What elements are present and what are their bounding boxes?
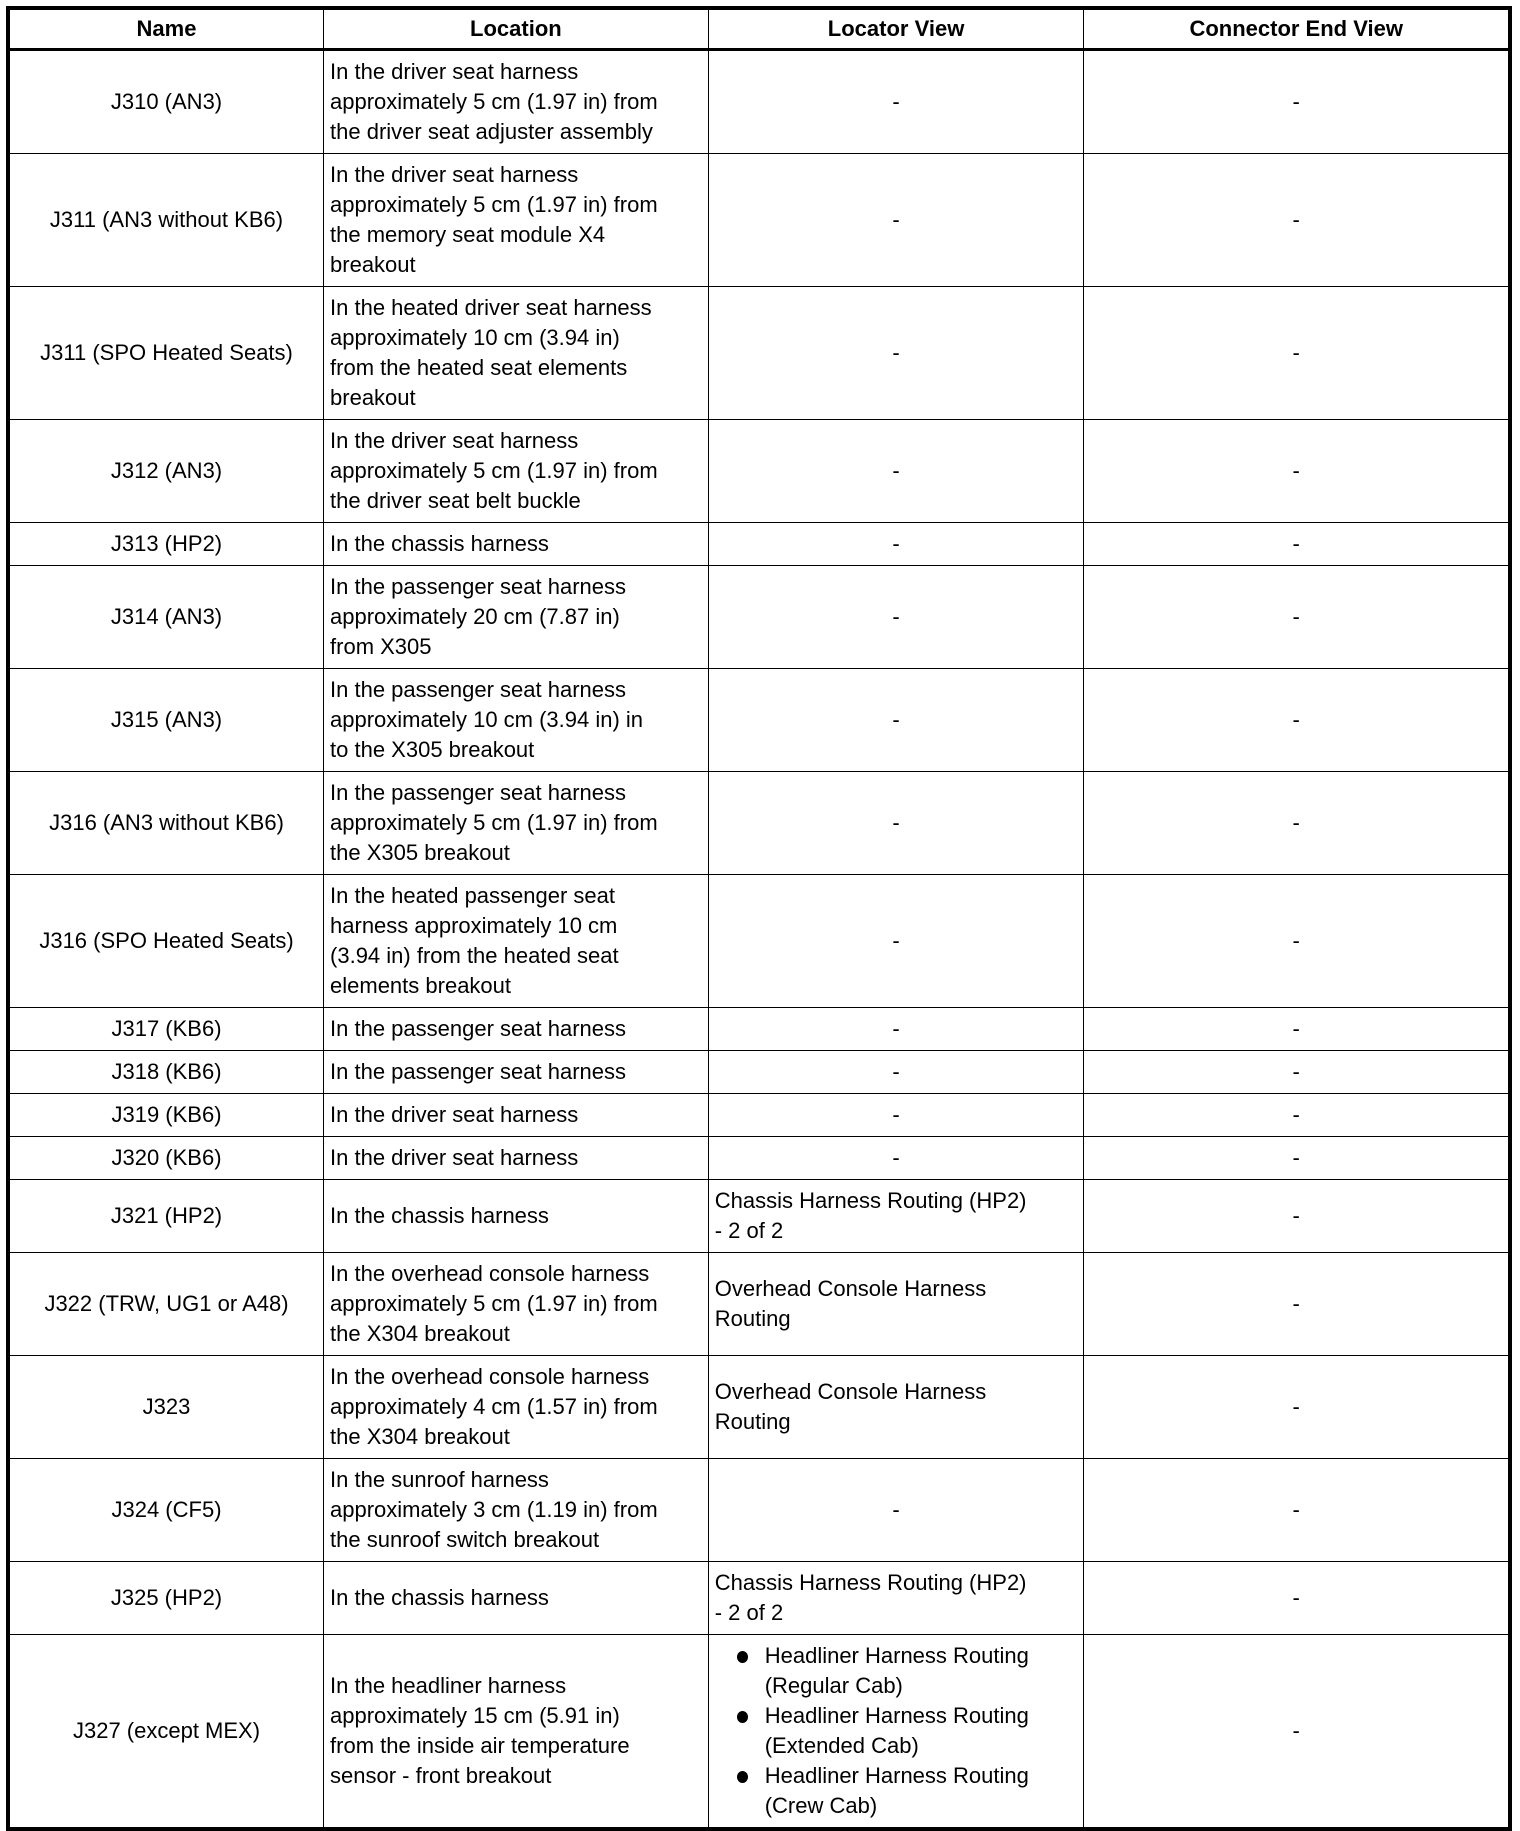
cell-name: J322 (TRW, UG1 or A48): [8, 1253, 324, 1356]
location-line: approximately 5 cm (1.97 in) from: [330, 810, 658, 835]
cell-name: J313 (HP2): [8, 523, 324, 566]
location-line: approximately 5 cm (1.97 in) from: [330, 1291, 658, 1316]
location-line: In the driver seat harness: [330, 162, 579, 187]
cell-locator-view: [708, 566, 1084, 669]
location-line: approximately 5 cm (1.97 in) from: [330, 458, 658, 483]
cell-location: [324, 1356, 709, 1459]
cell-connector-end-view: -: [1084, 50, 1510, 154]
location-line: In the passenger seat harness: [330, 780, 626, 805]
location-line: harness approximately 10 cm: [330, 913, 618, 938]
cell-connector-end-view: -: [1084, 1180, 1510, 1253]
locator-line: -: [892, 207, 900, 232]
table-row: [8, 1253, 1510, 1356]
cell-name: J310 (AN3): [8, 50, 324, 154]
location-line: approximately 10 cm (3.94 in): [330, 325, 620, 350]
locator-line: Headliner Harness Routing: [764, 1643, 1029, 1668]
locator-line: Chassis Harness Routing (HP2): [714, 1570, 1027, 1595]
cell-locator-view: [708, 1137, 1084, 1180]
locator-line: -: [892, 707, 900, 732]
cell-connector-end-view: -: [1084, 772, 1510, 875]
locator-line: -: [892, 928, 900, 953]
location-line: from the heated seat elements: [330, 355, 628, 380]
cell-connector-end-view: -: [1084, 1137, 1510, 1180]
location-line: In the passenger seat harness: [330, 574, 626, 599]
cell-locator-view: [708, 154, 1084, 287]
location-line: the X304 breakout: [330, 1321, 510, 1346]
table-row: [8, 669, 1510, 772]
location-line: In the chassis harness: [330, 1585, 549, 1610]
header-row: [8, 8, 1510, 50]
location-line: the sunroof switch breakout: [330, 1527, 600, 1552]
locator-line: -: [892, 1102, 900, 1127]
cell-connector-end-view: -: [1084, 1051, 1510, 1094]
location-line: approximately 4 cm (1.57 in) from: [330, 1394, 658, 1419]
cell-location: [324, 1562, 709, 1635]
cell-name: J318 (KB6): [8, 1051, 324, 1094]
location-line: In the driver seat harness: [330, 1102, 579, 1127]
connector-table: [6, 6, 1512, 1831]
location-line: In the headliner harness: [330, 1673, 567, 1698]
cell-location: [324, 772, 709, 875]
location-line: approximately 10 cm (3.94 in) in: [330, 707, 644, 732]
table-row: [8, 1356, 1510, 1459]
locator-line: -: [892, 340, 900, 365]
location-line: In the driver seat harness: [330, 428, 579, 453]
locator-list-item: [715, 1761, 1078, 1821]
cell-location: [324, 1253, 709, 1356]
locator-line: -: [892, 1497, 900, 1522]
location-line: from X305: [330, 634, 432, 659]
cell-connector-end-view: -: [1084, 420, 1510, 523]
table-row: [8, 287, 1510, 420]
cell-locator-view: [708, 1253, 1084, 1356]
location-line: In the heated passenger seat: [330, 883, 616, 908]
cell-location: [324, 1180, 709, 1253]
locator-line: (Crew Cab): [764, 1793, 878, 1818]
cell-location: [324, 154, 709, 287]
location-line: from the inside air temperature: [330, 1733, 630, 1758]
location-line: In the sunroof harness: [330, 1467, 549, 1492]
cell-name: J314 (AN3): [8, 566, 324, 669]
cell-name: J316 (SPO Heated Seats): [8, 875, 324, 1008]
table-row: [8, 1635, 1510, 1830]
cell-locator-view: [708, 50, 1084, 154]
location-line: In the overhead console harness: [330, 1261, 650, 1286]
table-row: [8, 1562, 1510, 1635]
table-row: [8, 154, 1510, 287]
header-name: Name: [8, 8, 324, 50]
locator-line: -: [892, 458, 900, 483]
table-row: [8, 1094, 1510, 1137]
locator-line: - 2 of 2: [714, 1600, 784, 1625]
cell-name: J325 (HP2): [8, 1562, 324, 1635]
locator-line: Overhead Console Harness: [714, 1276, 987, 1301]
table-row: [8, 875, 1510, 1008]
cell-location: [324, 1094, 709, 1137]
location-line: the X304 breakout: [330, 1424, 510, 1449]
cell-connector-end-view: -: [1084, 1008, 1510, 1051]
cell-connector-end-view: -: [1084, 1635, 1510, 1830]
table-row: [8, 566, 1510, 669]
locator-line: Headliner Harness Routing: [764, 1763, 1029, 1788]
cell-connector-end-view: -: [1084, 154, 1510, 287]
cell-connector-end-view: -: [1084, 1459, 1510, 1562]
cell-locator-view: [708, 1180, 1084, 1253]
locator-line: -: [892, 1145, 900, 1170]
cell-locator-view: [708, 420, 1084, 523]
location-line: approximately 5 cm (1.97 in) from: [330, 89, 658, 114]
locator-line: -: [892, 1059, 900, 1084]
cell-name: J316 (AN3 without KB6): [8, 772, 324, 875]
location-line: In the passenger seat harness: [330, 1016, 626, 1041]
cell-name: J317 (KB6): [8, 1008, 324, 1051]
location-line: approximately 3 cm (1.19 in) from: [330, 1497, 658, 1522]
locator-line: -: [892, 604, 900, 629]
locator-line: (Regular Cab): [764, 1673, 903, 1698]
cell-locator-view: [708, 1008, 1084, 1051]
location-line: In the heated driver seat harness: [330, 295, 652, 320]
location-line: In the passenger seat harness: [330, 677, 626, 702]
cell-name: J324 (CF5): [8, 1459, 324, 1562]
cell-location: [324, 875, 709, 1008]
cell-locator-view: [708, 1094, 1084, 1137]
cell-location: [324, 1635, 709, 1830]
cell-locator-view: [708, 772, 1084, 875]
table-row: [8, 1459, 1510, 1562]
cell-name: J321 (HP2): [8, 1180, 324, 1253]
location-line: elements breakout: [330, 973, 512, 998]
cell-connector-end-view: -: [1084, 875, 1510, 1008]
cell-connector-end-view: -: [1084, 523, 1510, 566]
cell-name: J323: [8, 1356, 324, 1459]
location-line: breakout: [330, 252, 416, 277]
cell-name: J311 (SPO Heated Seats): [8, 287, 324, 420]
cell-locator-view: [708, 1051, 1084, 1094]
location-line: the X305 breakout: [330, 840, 510, 865]
location-line: In the driver seat harness: [330, 1145, 579, 1170]
cell-locator-view: [708, 1459, 1084, 1562]
location-line: the driver seat belt buckle: [330, 488, 581, 513]
cell-locator-view: [708, 1635, 1084, 1830]
locator-list: [715, 1641, 1078, 1821]
cell-location: [324, 420, 709, 523]
cell-connector-end-view: -: [1084, 669, 1510, 772]
cell-location: [324, 1008, 709, 1051]
table-row: [8, 523, 1510, 566]
location-line: approximately 15 cm (5.91 in): [330, 1703, 620, 1728]
table-row: [8, 50, 1510, 154]
cell-connector-end-view: -: [1084, 287, 1510, 420]
locator-line: Routing: [714, 1306, 791, 1331]
bullet-icon: [737, 1771, 748, 1783]
location-line: the driver seat adjuster assembly: [330, 119, 653, 144]
cell-name: J315 (AN3): [8, 669, 324, 772]
cell-locator-view: [708, 1562, 1084, 1635]
location-line: breakout: [330, 385, 416, 410]
location-line: sensor - front breakout: [330, 1763, 552, 1788]
locator-line: (Extended Cab): [764, 1733, 919, 1758]
cell-location: [324, 566, 709, 669]
cell-locator-view: [708, 669, 1084, 772]
header-location: Location: [324, 8, 709, 50]
location-line: In the passenger seat harness: [330, 1059, 626, 1084]
cell-location: [324, 523, 709, 566]
location-line: to the X305 breakout: [330, 737, 535, 762]
cell-connector-end-view: -: [1084, 566, 1510, 669]
locator-line: Routing: [714, 1409, 791, 1434]
locator-line: -: [892, 810, 900, 835]
locator-line: - 2 of 2: [714, 1218, 784, 1243]
locator-line: -: [892, 1016, 900, 1041]
locator-line: -: [892, 531, 900, 556]
table-row: [8, 1137, 1510, 1180]
location-line: approximately 20 cm (7.87 in): [330, 604, 620, 629]
location-line: (3.94 in) from the heated seat: [330, 943, 619, 968]
cell-name: J320 (KB6): [8, 1137, 324, 1180]
locator-line: Headliner Harness Routing: [764, 1703, 1029, 1728]
location-line: approximately 5 cm (1.97 in) from: [330, 192, 658, 217]
table-row: [8, 1180, 1510, 1253]
cell-location: [324, 1137, 709, 1180]
cell-locator-view: [708, 875, 1084, 1008]
cell-name: J312 (AN3): [8, 420, 324, 523]
locator-list-item: [715, 1701, 1078, 1761]
location-line: In the overhead console harness: [330, 1364, 650, 1389]
cell-locator-view: [708, 287, 1084, 420]
cell-name: J319 (KB6): [8, 1094, 324, 1137]
location-line: In the chassis harness: [330, 1203, 549, 1228]
table-row: [8, 1051, 1510, 1094]
cell-locator-view: [708, 1356, 1084, 1459]
location-line: In the chassis harness: [330, 531, 549, 556]
cell-location: [324, 669, 709, 772]
location-line: In the driver seat harness: [330, 59, 579, 84]
table-row: [8, 420, 1510, 523]
cell-locator-view: [708, 523, 1084, 566]
cell-location: [324, 1459, 709, 1562]
cell-location: [324, 287, 709, 420]
header-connector-end-view: Connector End View: [1084, 8, 1510, 50]
cell-location: [324, 1051, 709, 1094]
cell-name: J311 (AN3 without KB6): [8, 154, 324, 287]
locator-list-item: [715, 1641, 1078, 1701]
cell-connector-end-view: -: [1084, 1356, 1510, 1459]
table-row: [8, 1008, 1510, 1051]
cell-connector-end-view: -: [1084, 1253, 1510, 1356]
location-line: the memory seat module X4: [330, 222, 606, 247]
cell-location: [324, 50, 709, 154]
cell-connector-end-view: -: [1084, 1094, 1510, 1137]
cell-connector-end-view: -: [1084, 1562, 1510, 1635]
bullet-icon: [737, 1651, 748, 1663]
header-locator-view: Locator View: [708, 8, 1084, 50]
cell-name: J327 (except MEX): [8, 1635, 324, 1830]
locator-line: Overhead Console Harness: [714, 1379, 987, 1404]
table-row: [8, 772, 1510, 875]
bullet-icon: [737, 1711, 748, 1723]
locator-line: Chassis Harness Routing (HP2): [714, 1188, 1027, 1213]
locator-line: -: [892, 89, 900, 114]
